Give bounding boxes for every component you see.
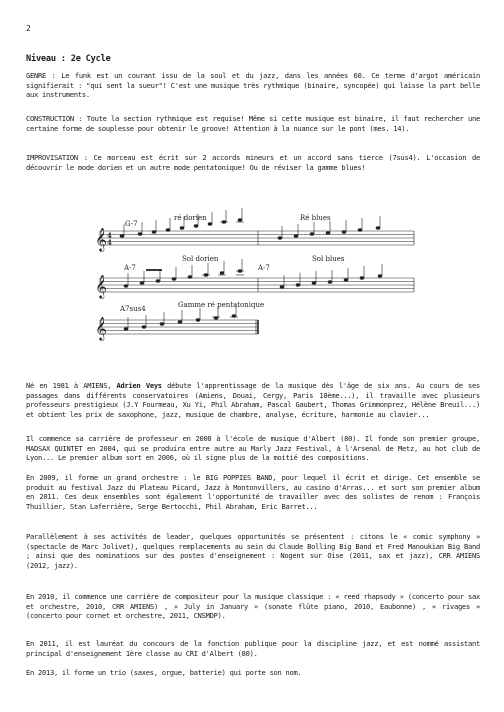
note-sequence xyxy=(124,259,382,288)
bio-paragraph-6: En 2011, il est lauréat du concours de la fonction publique pour la discipline jazz, et est nommé assistant principal d'enseignement 1ère classe au CRI d'Albert (80). xyxy=(26,639,480,658)
scale-label: ré dorien xyxy=(174,214,207,222)
staff-row-2 xyxy=(95,255,414,299)
bio-paragraph-7: En 2013, il forme un trio (saxes, orgue, batterie) qui porte son nom. xyxy=(26,668,302,677)
treble-clef-icon: 𝄞 xyxy=(95,227,107,251)
level-heading: Niveau : 2e Cycle xyxy=(26,54,111,64)
scale-label: Ré blues xyxy=(300,214,331,222)
chord-symbol: G-7 xyxy=(125,220,138,228)
chord-symbol: A-7 xyxy=(124,264,136,272)
chord-symbol: A-7 xyxy=(258,264,270,272)
treble-clef-icon: 𝄞 xyxy=(95,316,107,340)
scale-label: Sol blues xyxy=(312,255,345,263)
scale-label: Sol dorien xyxy=(182,255,219,263)
time-signature-icon: 4 xyxy=(107,231,112,240)
treble-clef-icon: 𝄞 xyxy=(95,274,107,298)
page-number: 2 xyxy=(26,24,31,33)
staff-row-3 xyxy=(95,301,264,341)
staff-row-1 xyxy=(95,208,414,252)
svg-text:4: 4 xyxy=(107,238,112,247)
bio-paragraph-3: En 2009, il forme un grand orchestre : le BIG POPPIES BAND, pour lequel il écrit et dirige. Cet ensemble se produit au festival Jazz du Plateau Picard, Jazz à Montonvillers, au casino d'Arras... et sort son premier album en 2011. Ces deux ensembles sont également l'opportunité de travailler avec des solistes de renom : François Thuillier, Stan Laferrière, Serge Bertocchi, Phil Abraham, Eric Barret... xyxy=(26,473,480,511)
bio-paragraph-2: Il commence sa carrière de professeur en 2000 à l'école de musique d'Albert (80). Il fonde son premier groupe, MADSAX QUINTET en 2004, qui se produira entre autre au Marly Jazz Festival, à l'Arsenal de Metz, au hot club de Lyon... Le premier album sort en 2006, où il signe plus de la moitié des compositions. xyxy=(26,434,480,463)
bio-paragraph-1: Né en 1981 à AMIENS, Adrien Veys débute l'apprentissage de la musique dès l'âge de six ans. Au cours de ses passages dans différents conservatoires (Amiens, Douai, Cergy, Paris 10ème...), il travaille avec plusieurs professeurs prestigieux (J.Y Fourmeau, Xu Yi, Phil Abraham, Pascal Gaubert, Thomas Grimmonprez, Hélène Breuil...) et obtient les prix de saxophone, jazz, musique de chambre, analyse, écriture, harmonie au clavier... xyxy=(26,381,480,419)
composer-name: Adrien Veys xyxy=(116,381,162,390)
bio-paragraph-5: En 2010, il commence une carrière de compositeur pour la musique classique : « reed rhapsody » (concerto pour sax et orchestre, 2010, CRR AMIENS) , « July in January » (sonate flûte piano, 2010, Eaubonne) , « rivages » (concerto pour cornet et orchestre, 2011, CNSMDP). xyxy=(26,592,480,621)
construction-paragraph: CONSTRUCTION : Toute la section rythmique est requise! Même si cette musique est binaire, il faut rechercher une certaine forme de souplesse pour obtenir le groove! Attention à la nuance sur le pont (mes. 14). xyxy=(26,114,480,133)
scale-label: Gamme ré pentatonique xyxy=(178,301,265,309)
music-score xyxy=(92,203,418,345)
bio-paragraph-4: Parallèlement à ses activités de leader, quelques opportunités se présentent : citons le « comic symphony » (spectacle de Marc Jolivet), quelques remplacements au sein du Claude Bolling Big Band et Fred Manoukian Big Band ; ainsi que des nominations sur des postes d'enseignement : Nogent sur Oise (2011, sax et jazz), CRR AMIENS (2012, jazz). xyxy=(26,532,480,570)
improvisation-paragraph: IMPROVISATION : Ce morceau est écrit sur 2 accords mineurs et un accord sans tierce (7sus4). L'occasion de découvrir le mode dorien et un autre mode pentatonique! Ou de réviser la gamme blues! xyxy=(26,153,480,172)
chord-symbol: A7sus4 xyxy=(120,305,146,313)
genre-paragraph: GENRE : Le funk est un courant issu de la soul et du jazz, dans les années 60. Ce terme d'argot américain signifierait : "qui sent la sueur"! C'est une musique très rythmique (binaire, syncopée) qui laisse la part belle aux instruments. xyxy=(26,71,480,100)
